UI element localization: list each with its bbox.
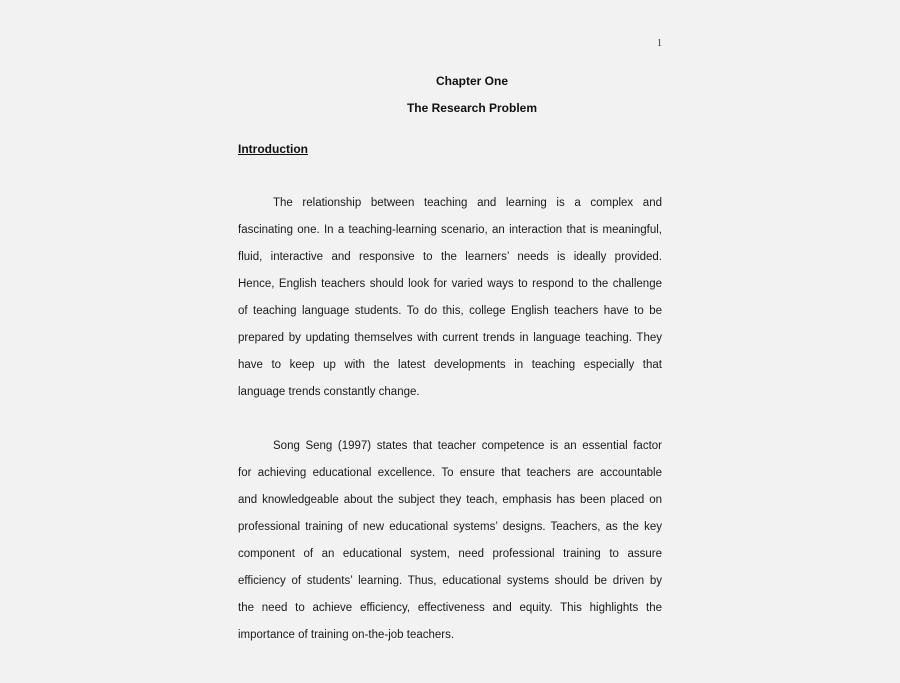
paragraph-line: professional training of new educational systems’ designs. Teachers, as the key (238, 521, 662, 533)
paragraph-line: fluid, interactive and responsive to the learners’ needs is ideally provided. (238, 251, 662, 263)
paragraph-line: of teaching language students. To do this, college English teachers have to be (238, 305, 662, 317)
paragraph-line: importance of training on-the-job teachers. (238, 629, 455, 641)
paragraph-line: The relationship between teaching and learning is a complex and (273, 197, 662, 209)
paragraph-line: prepared by updating themselves with current trends in language teaching. They (238, 332, 662, 344)
chapter-title: Chapter One (435, 74, 508, 88)
paragraph-line: Hence, English teachers should look for varied ways to respond to the challenge (238, 278, 662, 290)
section-heading-introduction: Introduction (238, 142, 308, 156)
paragraph-line: language trends constantly change. (238, 386, 420, 398)
paragraph-line: for achieving educational excellence. To ensure that teachers are accountable (238, 467, 662, 479)
paragraph-line: and knowledgeable about the subject they teach, emphasis has been placed on (238, 494, 662, 506)
page-number: 1 (657, 38, 662, 49)
paragraph-line: the need to achieve efficiency, effectiveness and equity. This highlights the (238, 602, 662, 614)
chapter-subtitle: The Research Problem (406, 101, 538, 115)
paragraph-line: efficiency of students’ learning. Thus, educational systems should be driven by (238, 575, 662, 587)
paragraph-line: have to keep up with the latest developments in teaching especially that (238, 359, 662, 371)
paragraph-line: component of an educational system, need professional training to assure (238, 548, 662, 560)
paragraph-line: fascinating one. In a teaching-learning scenario, an interaction that is meaningful, (238, 224, 662, 236)
paragraph-line: Song Seng (1997) states that teacher competence is an essential factor (273, 440, 662, 452)
